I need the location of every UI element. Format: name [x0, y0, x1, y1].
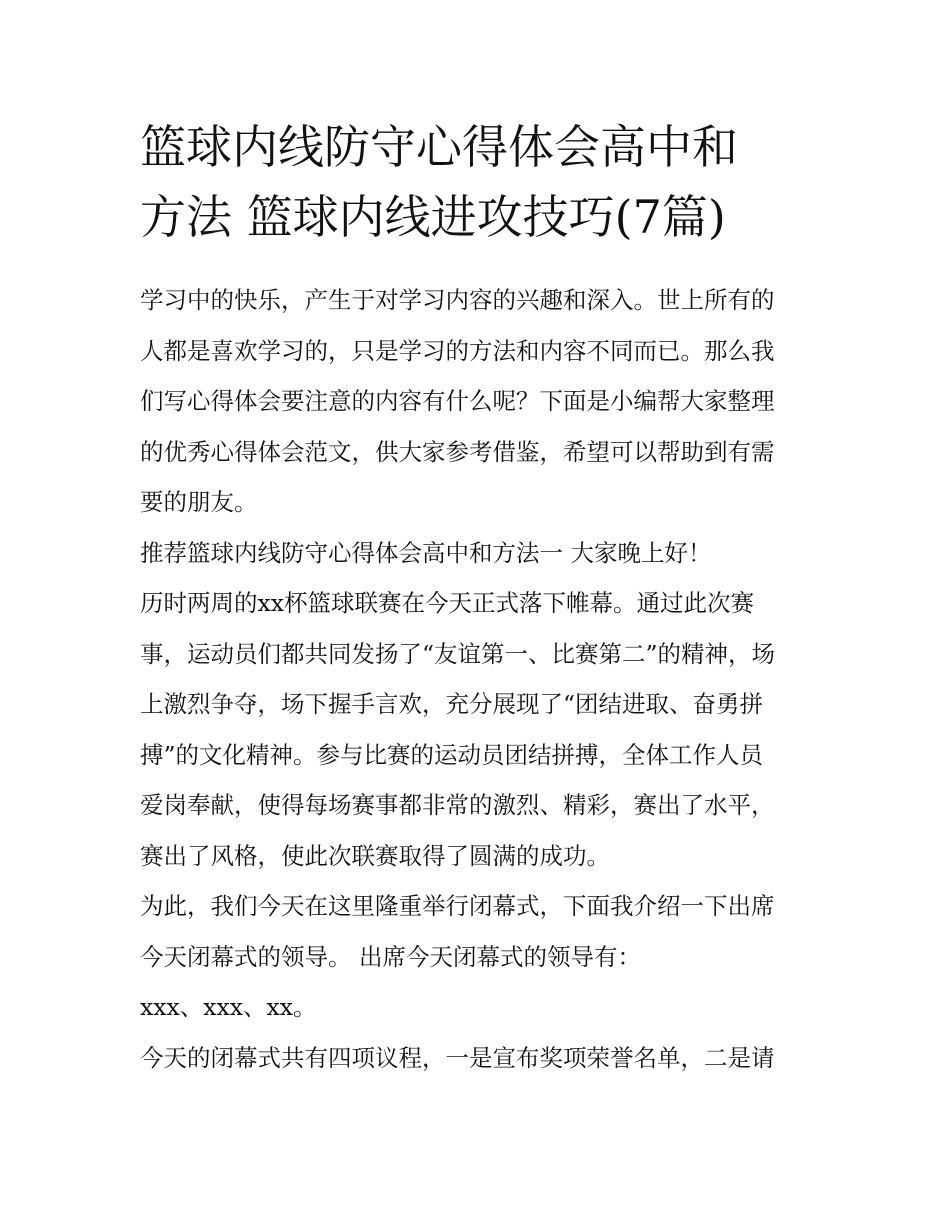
title-line-2: 方法 篮球内线进攻技巧(7篇) — [140, 190, 726, 244]
body-line-2: 人都是喜欢学习的，只是学习的方法和内容不同而已。那么我 — [140, 336, 775, 365]
body-line-11: 爱岗奉献，使得每场赛事都非常的激烈、精彩，赛出了水平， — [140, 791, 775, 819]
body-line-10: 搏”的文化精神。参与比赛的运动员团结拼搏，全体工作人员 — [140, 740, 764, 769]
body-line-8: 事，运动员们都共同发扬了“友谊第一、比赛第二”的精神，场 — [140, 639, 776, 668]
body-line-5: 要的朋友。 — [140, 488, 258, 516]
body-line-6: 推荐篮球内线防守心得体会高中和方法一 大家晚上好！ — [140, 538, 712, 567]
body-line-9: 上激烈争夺，场下握手言欢，充分展现了“团结进取、奋勇拼 — [140, 690, 764, 718]
body-line-3: 们写心得体会要注意的内容有什么呢？下面是小编帮大家整理 — [140, 387, 775, 415]
document-title — [140, 112, 820, 252]
title-line-1: 篮球内线防守心得体会高中和 — [140, 120, 738, 174]
body-line-1: 学习中的快乐，产生于对学习内容的兴趣和深入。世上所有的 — [140, 286, 775, 314]
body-line-7: 历时两周的xx杯篮球联赛在今天正式落下帷幕。通过此次赛 — [140, 589, 755, 617]
body-line-4: 的优秀心得体会范文，供大家参考借鉴，希望可以帮助到有需 — [140, 437, 775, 466]
body-line-13: 为此，我们今天在这里隆重举行闭幕式，下面我介绍一下出席 — [140, 892, 775, 920]
body-line-14: 今天闭幕式的领导。 出席今天闭幕式的领导有： — [140, 942, 641, 971]
body-line-15: xxx、xxx、xx。 — [140, 993, 317, 1021]
document-body — [140, 275, 812, 1083]
body-line-16: 今天的闭幕式共有四项议程，一是宣布奖项荣誉名单，二是请 — [140, 1043, 775, 1072]
body-line-12: 赛出了风格，使此次联赛取得了圆满的成功。 — [140, 841, 610, 870]
